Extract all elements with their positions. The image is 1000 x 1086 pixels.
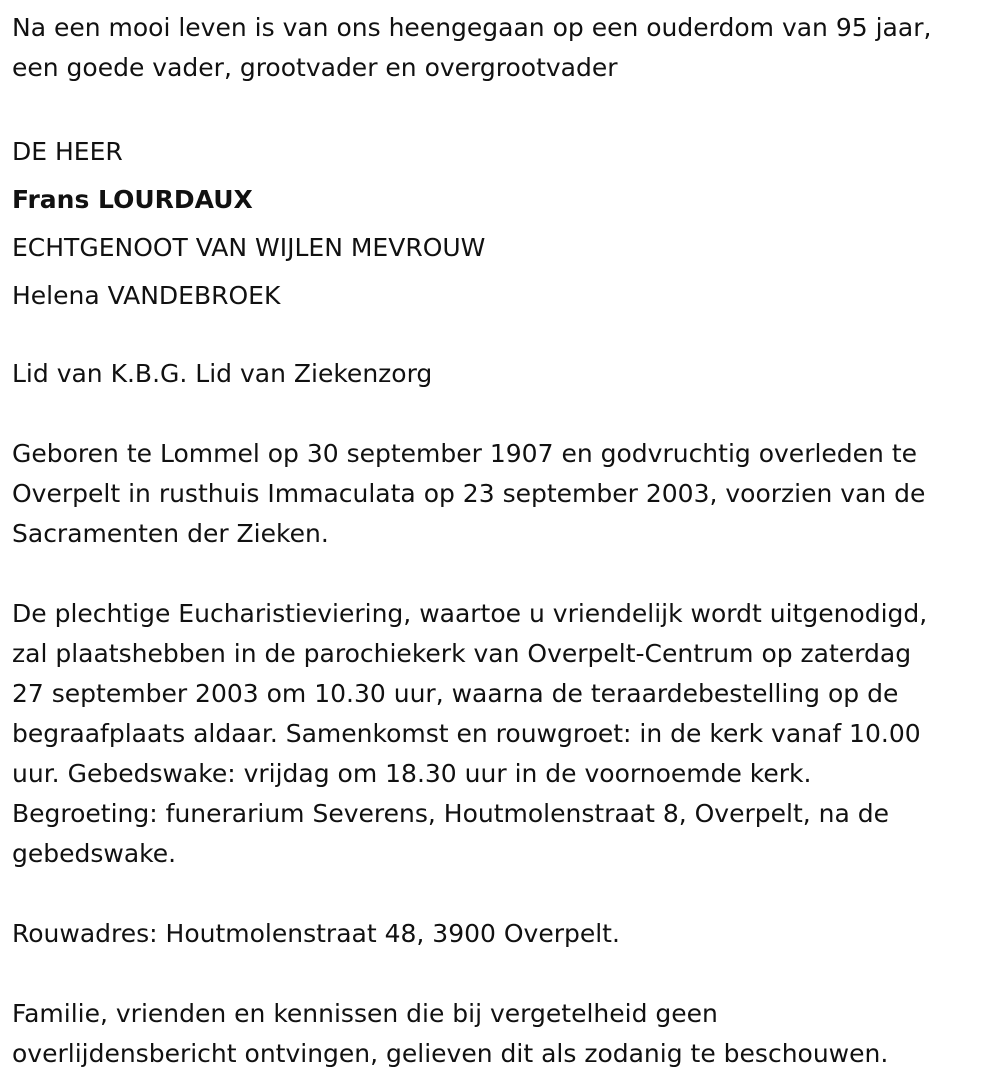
deceased-title: DE HEER	[12, 137, 123, 166]
spouse-name: Helena VANDEBROEK	[12, 281, 281, 310]
spacer	[12, 874, 992, 914]
spacer	[12, 394, 992, 434]
paragraph-line: overlijdensbericht ontvingen, gelieven dit als zodanig te beschouwen.	[12, 1039, 889, 1068]
paragraph-line: uur. Gebedswake: vrijdag om 18.30 uur in de voornoemde kerk.	[12, 759, 812, 788]
spouse-label: ECHTGENOOT VAN WIJLEN MEVROUW	[12, 233, 486, 262]
paragraph-line: Familie, vrienden en kennissen die bij vergetelheid geen	[12, 999, 718, 1028]
paragraph-line: Sacramenten der Zieken.	[12, 519, 329, 548]
paragraph-line: Geboren te Lommel op 30 september 1907 en godvruchtig overleden te	[12, 439, 918, 468]
spacer	[12, 554, 992, 594]
ceremony-paragraph	[12, 594, 992, 874]
paragraph-line: zal plaatshebben in de parochiekerk van Overpelt-Centrum op zaterdag	[12, 639, 912, 668]
deceased-name: Frans LOURDAUX	[12, 185, 253, 214]
membership-line: Lid van K.B.G. Lid van Ziekenzorg	[12, 359, 433, 388]
intro-paragraph	[12, 8, 992, 88]
deceased-block	[12, 128, 992, 320]
obituary-notice	[12, 8, 992, 1074]
mourning-address: Rouwadres: Houtmolenstraat 48, 3900 Overpelt.	[12, 919, 620, 948]
spacer	[12, 954, 992, 994]
intro-line: een goede vader, grootvader en overgrootvader	[12, 53, 618, 82]
paragraph-line: Begroeting: funerarium Severens, Houtmolenstraat 8, Overpelt, na de	[12, 799, 890, 828]
birth-death-paragraph	[12, 434, 992, 554]
paragraph-line: gebedswake.	[12, 839, 177, 868]
intro-line: Na een mooi leven is van ons heengegaan op een ouderdom van 95 jaar,	[12, 13, 932, 42]
paragraph-line: begraafplaats aldaar. Samenkomst en rouwgroet: in de kerk vanaf 10.00	[12, 719, 921, 748]
paragraph-line: De plechtige Eucharistieviering, waartoe u vriendelijk wordt uitgenodigd,	[12, 599, 928, 628]
paragraph-line: Overpelt in rusthuis Immaculata op 23 september 2003, voorzien van de	[12, 479, 926, 508]
spacer	[12, 88, 992, 128]
closing-paragraph	[12, 994, 992, 1074]
spacer	[12, 320, 992, 354]
paragraph-line: 27 september 2003 om 10.30 uur, waarna de teraardebestelling op de	[12, 679, 899, 708]
